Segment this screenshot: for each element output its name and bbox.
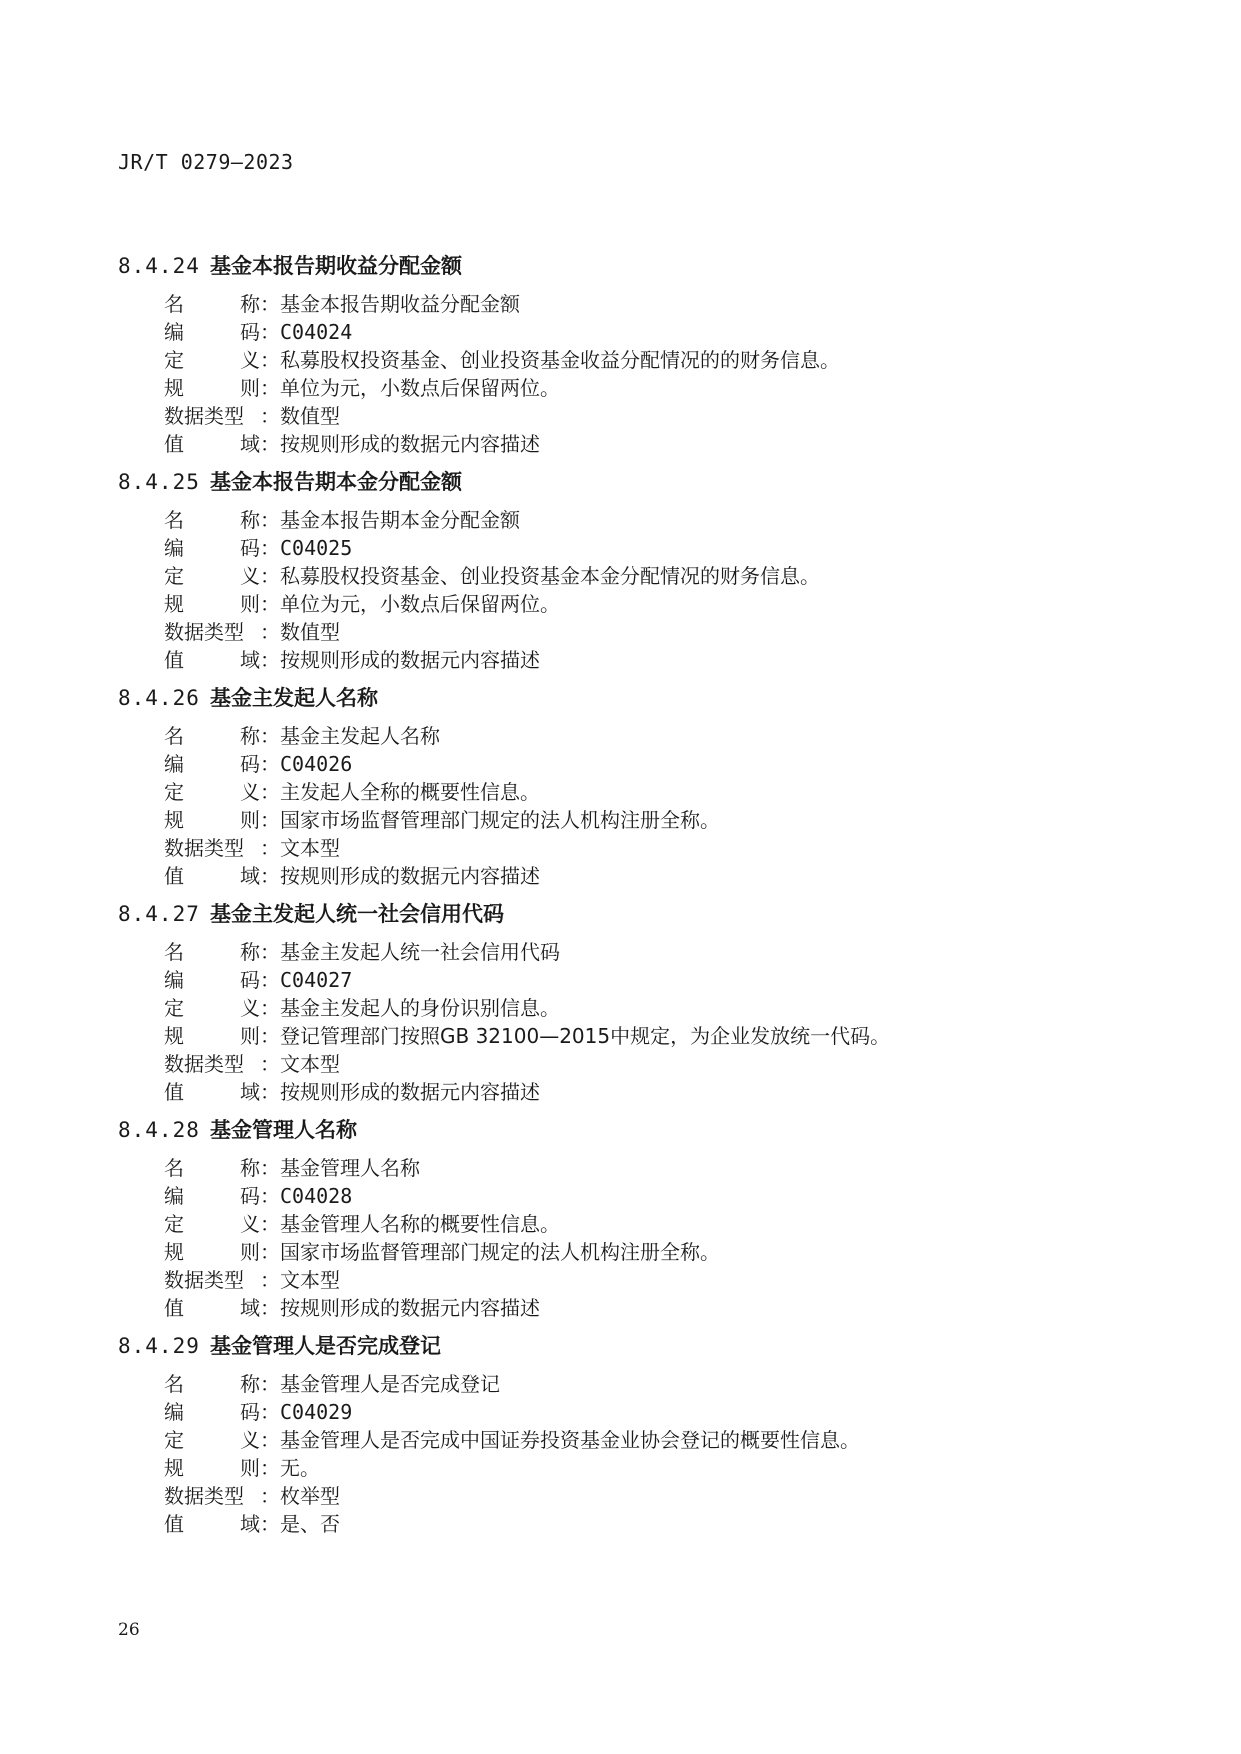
field-label-char: 码 <box>240 536 260 560</box>
section-heading <box>118 1330 1158 1370</box>
field-colon: ： <box>260 836 280 860</box>
field-label-char: 值 <box>164 1080 184 1104</box>
field-colon: ： <box>260 1400 280 1424</box>
section-number: 8.4.26 <box>118 686 200 710</box>
field-label <box>164 590 260 618</box>
field-definition <box>118 1210 1158 1238</box>
field-name <box>118 722 1158 750</box>
field-label-char: 码 <box>240 1184 260 1208</box>
field-label-char: 名 <box>164 292 184 316</box>
field-definition <box>118 346 1158 374</box>
field-label-char: 值 <box>164 648 184 672</box>
field-name <box>118 1154 1158 1182</box>
field-label-char: 义 <box>240 348 260 372</box>
field-value: 单位为元，小数点后保留两位。 <box>280 592 560 616</box>
field-code <box>118 318 1158 346</box>
field-label <box>164 1454 260 1482</box>
field-colon: ： <box>260 1024 280 1048</box>
field-value: 是、否 <box>280 1512 340 1536</box>
field-name <box>118 290 1158 318</box>
field-code <box>118 966 1158 994</box>
field-label <box>164 722 260 750</box>
section-number: 8.4.29 <box>118 1334 200 1358</box>
field-colon: ： <box>260 320 280 344</box>
field-colon: ： <box>260 1484 280 1508</box>
field-value: 基金管理人是否完成中国证券投资基金业协会登记的概要性信息。 <box>280 1428 860 1452</box>
field-colon: ： <box>260 808 280 832</box>
field-value: 基金主发起人的身份识别信息。 <box>280 996 560 1020</box>
field-label <box>164 1154 260 1182</box>
field-label-char: 值 <box>164 432 184 456</box>
field-colon: ： <box>260 648 280 672</box>
field-value: 枚举型 <box>280 1484 340 1508</box>
field-label <box>164 290 260 318</box>
field-colon: ： <box>260 564 280 588</box>
field-value: 文本型 <box>280 836 340 860</box>
field-value: 主发起人全称的概要性信息。 <box>280 780 540 804</box>
field-label-text: 数据类型 <box>164 620 244 644</box>
field-colon: ： <box>260 1372 280 1396</box>
field-label <box>164 1294 260 1322</box>
section-heading <box>118 682 1158 722</box>
field-colon: ： <box>260 508 280 532</box>
field-colon: ： <box>260 752 280 776</box>
field-colon: ： <box>260 1456 280 1480</box>
field-label <box>164 1482 260 1510</box>
section-heading <box>118 250 1158 290</box>
field-label <box>164 646 260 674</box>
field-label-char: 规 <box>164 592 184 616</box>
field-label-char: 义 <box>240 780 260 804</box>
field-value: C04028 <box>280 1184 353 1208</box>
field-label-char: 规 <box>164 1024 184 1048</box>
field-colon: ： <box>260 536 280 560</box>
section-number: 8.4.27 <box>118 902 200 926</box>
field-value: 无。 <box>280 1456 320 1480</box>
field-code <box>118 750 1158 778</box>
field-value: 文本型 <box>280 1268 340 1292</box>
field-colon: ： <box>260 1156 280 1180</box>
section-heading <box>118 466 1158 506</box>
field-label-char: 名 <box>164 940 184 964</box>
field-value: 数值型 <box>280 404 340 428</box>
field-value: 基金本报告期收益分配金额 <box>280 292 520 316</box>
field-label <box>164 318 260 346</box>
field-label <box>164 1398 260 1426</box>
field-domain <box>118 646 1158 674</box>
field-colon: ： <box>260 1296 280 1320</box>
field-label-char: 义 <box>240 564 260 588</box>
field-rule <box>118 590 1158 618</box>
field-domain <box>118 1294 1158 1322</box>
field-value: 基金主发起人统一社会信用代码 <box>280 940 560 964</box>
field-label-char: 则 <box>240 1456 260 1480</box>
field-colon: ： <box>260 1080 280 1104</box>
field-colon: ： <box>260 780 280 804</box>
field-label <box>164 1266 260 1294</box>
field-value: C04024 <box>280 320 353 344</box>
field-label-char: 值 <box>164 864 184 888</box>
field-label <box>164 346 260 374</box>
field-value: 基金管理人名称的概要性信息。 <box>280 1212 560 1236</box>
field-domain <box>118 430 1158 458</box>
field-colon: ： <box>260 1240 280 1264</box>
field-label-char: 则 <box>240 376 260 400</box>
section-title: 基金管理人是否完成登记 <box>210 1334 441 1358</box>
field-label <box>164 834 260 862</box>
section-title: 基金管理人名称 <box>210 1118 357 1142</box>
section-number: 8.4.28 <box>118 1118 200 1142</box>
field-label-char: 名 <box>164 1372 184 1396</box>
field-rule <box>118 1022 1158 1050</box>
field-definition <box>118 994 1158 1022</box>
field-colon: ： <box>260 404 280 428</box>
field-value: 按规则形成的数据元内容描述 <box>280 1296 540 1320</box>
field-label-char: 值 <box>164 1512 184 1536</box>
field-label-char: 域 <box>240 864 260 888</box>
field-label <box>164 1078 260 1106</box>
field-rule <box>118 1238 1158 1266</box>
field-domain <box>118 1510 1158 1538</box>
field-label-char: 规 <box>164 1456 184 1480</box>
field-label <box>164 1370 260 1398</box>
field-domain <box>118 862 1158 890</box>
field-definition <box>118 1426 1158 1454</box>
field-value: C04026 <box>280 752 353 776</box>
field-label <box>164 374 260 402</box>
section <box>118 466 1158 674</box>
field-value: 按规则形成的数据元内容描述 <box>280 864 540 888</box>
field-rule <box>118 374 1158 402</box>
field-value: 基金本报告期本金分配金额 <box>280 508 520 532</box>
page-number: 26 <box>118 1620 140 1640</box>
field-value: 私募股权投资基金、创业投资基金收益分配情况的的财务信息。 <box>280 348 840 372</box>
field-data-type <box>118 1050 1158 1078</box>
section <box>118 682 1158 890</box>
field-value: 单位为元，小数点后保留两位。 <box>280 376 560 400</box>
section <box>118 1114 1158 1322</box>
field-colon: ： <box>260 1268 280 1292</box>
field-value: 按规则形成的数据元内容描述 <box>280 648 540 672</box>
field-label-char: 域 <box>240 1296 260 1320</box>
field-domain <box>118 1078 1158 1106</box>
field-label-char: 编 <box>164 752 184 776</box>
field-label-text: 数据类型 <box>164 1484 244 1508</box>
field-label-char: 义 <box>240 1212 260 1236</box>
field-definition <box>118 778 1158 806</box>
field-data-type <box>118 618 1158 646</box>
field-label-char: 义 <box>240 1428 260 1452</box>
field-label <box>164 1182 260 1210</box>
field-value: 基金管理人名称 <box>280 1156 420 1180</box>
section-heading <box>118 1114 1158 1154</box>
field-data-type <box>118 402 1158 430</box>
section-title: 基金本报告期收益分配金额 <box>210 254 462 278</box>
field-label-char: 规 <box>164 376 184 400</box>
field-colon: ： <box>260 968 280 992</box>
field-label <box>164 534 260 562</box>
field-label-char: 定 <box>164 1212 184 1236</box>
field-label-char: 名 <box>164 1156 184 1180</box>
section <box>118 1330 1158 1538</box>
field-label <box>164 1050 260 1078</box>
field-colon: ： <box>260 940 280 964</box>
field-colon: ： <box>260 376 280 400</box>
field-label-char: 则 <box>240 1024 260 1048</box>
field-label-char: 编 <box>164 320 184 344</box>
field-label-char: 编 <box>164 1400 184 1424</box>
field-value: 登记管理部门按照GB 32100—2015中规定，为企业发放统一代码。 <box>280 1024 891 1048</box>
document-body <box>118 250 1158 1546</box>
field-label-char: 值 <box>164 1296 184 1320</box>
field-label-char: 域 <box>240 648 260 672</box>
field-colon: ： <box>260 1212 280 1236</box>
field-code <box>118 1398 1158 1426</box>
field-label <box>164 994 260 1022</box>
section-title: 基金主发起人统一社会信用代码 <box>210 902 504 926</box>
field-rule <box>118 1454 1158 1482</box>
field-colon: ： <box>260 1512 280 1536</box>
section <box>118 898 1158 1106</box>
field-label <box>164 966 260 994</box>
field-value: C04029 <box>280 1400 353 1424</box>
field-label-char: 则 <box>240 808 260 832</box>
field-label <box>164 1022 260 1050</box>
field-label <box>164 862 260 890</box>
field-data-type <box>118 1482 1158 1510</box>
field-label <box>164 806 260 834</box>
field-label-char: 规 <box>164 808 184 832</box>
field-name <box>118 938 1158 966</box>
field-name <box>118 1370 1158 1398</box>
field-label-char: 称 <box>240 940 260 964</box>
field-label-char: 名 <box>164 508 184 532</box>
field-label <box>164 1510 260 1538</box>
field-label-char: 称 <box>240 724 260 748</box>
field-label-char: 则 <box>240 1240 260 1264</box>
field-label-char: 定 <box>164 996 184 1020</box>
field-colon: ： <box>260 1428 280 1452</box>
field-label-char: 编 <box>164 1184 184 1208</box>
field-label-char: 称 <box>240 1372 260 1396</box>
field-value: C04025 <box>280 536 353 560</box>
field-value: 按规则形成的数据元内容描述 <box>280 432 540 456</box>
field-label-char: 定 <box>164 348 184 372</box>
field-label-char: 编 <box>164 968 184 992</box>
field-value: 基金管理人是否完成登记 <box>280 1372 500 1396</box>
field-label <box>164 402 260 430</box>
field-value: 基金主发起人名称 <box>280 724 440 748</box>
field-label-char: 名 <box>164 724 184 748</box>
field-colon: ： <box>260 592 280 616</box>
field-label-char: 码 <box>240 752 260 776</box>
field-label-char: 域 <box>240 1512 260 1536</box>
field-label-char: 定 <box>164 1428 184 1452</box>
field-colon: ： <box>260 432 280 456</box>
field-label <box>164 1238 260 1266</box>
field-label <box>164 778 260 806</box>
field-label-char: 规 <box>164 1240 184 1264</box>
section-heading <box>118 898 1158 938</box>
field-label-char: 定 <box>164 780 184 804</box>
field-value: 国家市场监督管理部门规定的法人机构注册全称。 <box>280 808 720 832</box>
field-label-char: 码 <box>240 968 260 992</box>
field-label-char: 称 <box>240 292 260 316</box>
field-label <box>164 506 260 534</box>
section-number: 8.4.25 <box>118 470 200 494</box>
field-data-type <box>118 1266 1158 1294</box>
field-label-char: 称 <box>240 1156 260 1180</box>
field-label-text: 数据类型 <box>164 404 244 428</box>
field-label-char: 称 <box>240 508 260 532</box>
field-label-char: 则 <box>240 592 260 616</box>
section <box>118 250 1158 458</box>
field-colon: ： <box>260 292 280 316</box>
field-value: 国家市场监督管理部门规定的法人机构注册全称。 <box>280 1240 720 1264</box>
field-name <box>118 506 1158 534</box>
field-code <box>118 534 1158 562</box>
field-label-char: 码 <box>240 320 260 344</box>
field-rule <box>118 806 1158 834</box>
field-definition <box>118 562 1158 590</box>
field-colon: ： <box>260 1052 280 1076</box>
field-label-char: 域 <box>240 1080 260 1104</box>
field-label <box>164 430 260 458</box>
field-value: 文本型 <box>280 1052 340 1076</box>
field-label <box>164 1210 260 1238</box>
field-code <box>118 1182 1158 1210</box>
field-label-char: 码 <box>240 1400 260 1424</box>
field-value: C04027 <box>280 968 353 992</box>
field-label <box>164 750 260 778</box>
field-label-text: 数据类型 <box>164 1268 244 1292</box>
field-data-type <box>118 834 1158 862</box>
field-colon: ： <box>260 1184 280 1208</box>
section-number: 8.4.24 <box>118 254 200 278</box>
field-label-text: 数据类型 <box>164 836 244 860</box>
field-label-char: 编 <box>164 536 184 560</box>
field-label <box>164 562 260 590</box>
field-label-char: 定 <box>164 564 184 588</box>
field-label-char: 义 <box>240 996 260 1020</box>
document-id: JR/T 0279—2023 <box>118 150 294 174</box>
field-label-char: 域 <box>240 432 260 456</box>
field-colon: ： <box>260 348 280 372</box>
field-label <box>164 1426 260 1454</box>
section-title: 基金本报告期本金分配金额 <box>210 470 462 494</box>
field-colon: ： <box>260 864 280 888</box>
field-label <box>164 938 260 966</box>
field-label <box>164 618 260 646</box>
field-value: 私募股权投资基金、创业投资基金本金分配情况的财务信息。 <box>280 564 820 588</box>
field-colon: ： <box>260 996 280 1020</box>
field-colon: ： <box>260 724 280 748</box>
section-title: 基金主发起人名称 <box>210 686 378 710</box>
field-colon: ： <box>260 620 280 644</box>
field-label-text: 数据类型 <box>164 1052 244 1076</box>
field-value: 数值型 <box>280 620 340 644</box>
field-value: 按规则形成的数据元内容描述 <box>280 1080 540 1104</box>
